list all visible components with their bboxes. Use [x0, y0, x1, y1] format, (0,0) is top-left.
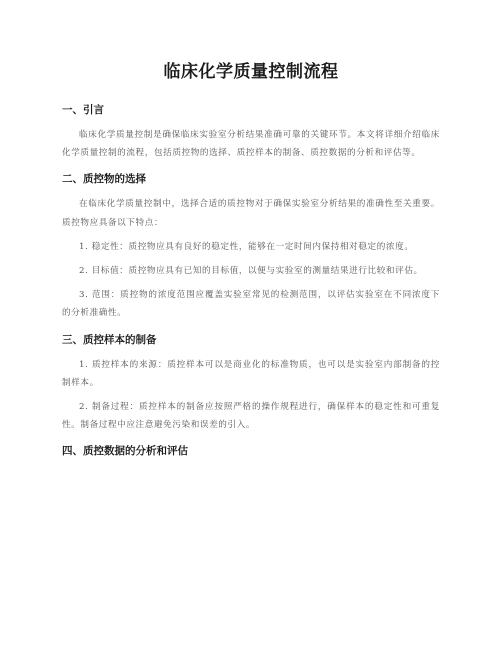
document-body	[62, 101, 440, 467]
paragraph: 在临床化学质量控制中，选择合适的质控物对于确保实验室分析结果的准确性至关重要。质控物应具备以下特点：	[62, 199, 440, 228]
list-item-paragraph: 1. 稳定性：质控物应具有良好的稳定性，能够在一定时间内保持相对稳定的浓度。	[79, 241, 414, 252]
section-heading: 三、质控样本的制备	[62, 333, 157, 346]
section-qc-material-selection	[62, 170, 440, 322]
section-qc-sample-preparation	[62, 331, 440, 435]
section-heading: 四、质控数据的分析和评估	[62, 445, 188, 458]
list-item-paragraph: 2. 制备过程：质控样本的制备应按照严格的操作规程进行，确保样本的稳定性和可重复性。制备过程中应注意避免污染和误差的引入。	[62, 402, 440, 431]
section-heading: 二、质控物的选择	[62, 173, 146, 186]
list-item-paragraph: 1. 质控样本的来源：质控样本可以是商业化的标准物质，也可以是实验室内部制备的控制样本。	[62, 359, 440, 388]
section-heading: 一、引言	[62, 104, 104, 116]
section-qc-data-analysis	[62, 442, 440, 460]
document-title: 临床化学质量控制流程	[163, 62, 339, 82]
list-item-paragraph: 3. 范围：质控物的浓度范围应覆盖实验室常见的检测范围，以评估实验室在不同浓度下的分析准确性。	[62, 290, 440, 319]
paragraph: 临床化学质量控制是确保临床实验室分析结果准确可靠的关键环节。本文将详细介绍临床化学质量控制的流程，包括质控物的选择、质控样本的制备、质控数据的分析和评估等。	[62, 130, 440, 159]
section-introduction	[62, 101, 440, 162]
list-item-paragraph: 2. 目标值：质控物应具有已知的目标值，以便与实验室的测量结果进行比较和评估。	[79, 266, 423, 277]
